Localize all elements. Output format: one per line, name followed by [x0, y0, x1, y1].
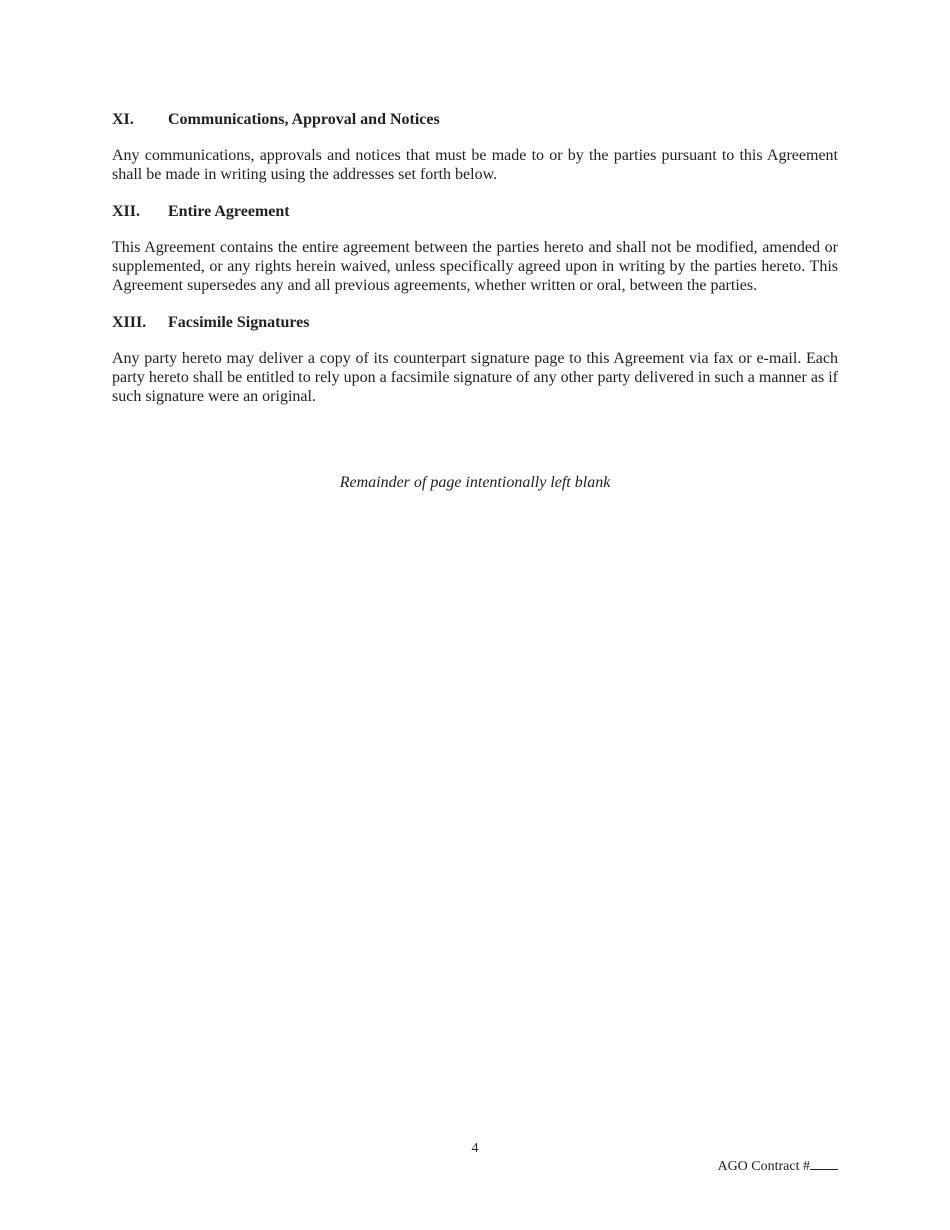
section-body: Any party hereto may deliver a copy of its counterpart signature page to this Agreement via fax or e-mail. Each party hereto shall be entitled to rely upon a facsimile signature of any other party delivered in such a manner as if such signature were an original.: [112, 350, 838, 405]
section-number: XIII.: [112, 314, 147, 331]
section-number: XI.: [112, 111, 134, 128]
section-body: This Agreement contains the entire agreement between the parties hereto and shall not be modified, amended or supplemented, or any rights herein waived, unless specifically agreed upon in writing by the parties hereto. This Agreement supersedes any and all previous agreements, whether written or oral, between the parties.: [112, 239, 838, 294]
section-xi: [112, 108, 838, 184]
contract-number-blank: [810, 1157, 838, 1170]
contract-label: AGO Contract #: [717, 1159, 810, 1174]
section-body: Any communications, approvals and notices that must be made to or by the parties pursuant to this Agreement shall be made in writing using the addresses set forth below.: [112, 147, 838, 183]
section-title: Communications, Approval and Notices: [168, 111, 440, 128]
contract-reference: [717, 1157, 838, 1175]
page-number: 4: [471, 1141, 479, 1156]
section-number: XII.: [112, 203, 141, 220]
blank-page-note: Remainder of page intentionally left blank: [339, 474, 611, 491]
section-heading: [112, 200, 838, 224]
section-xii: [112, 200, 838, 295]
section-title: Entire Agreement: [168, 203, 290, 220]
document-page: [112, 108, 838, 422]
section-xiii: [112, 311, 838, 406]
section-title: Facsimile Signatures: [168, 314, 310, 331]
section-heading: [112, 108, 838, 132]
section-heading: [112, 311, 838, 335]
